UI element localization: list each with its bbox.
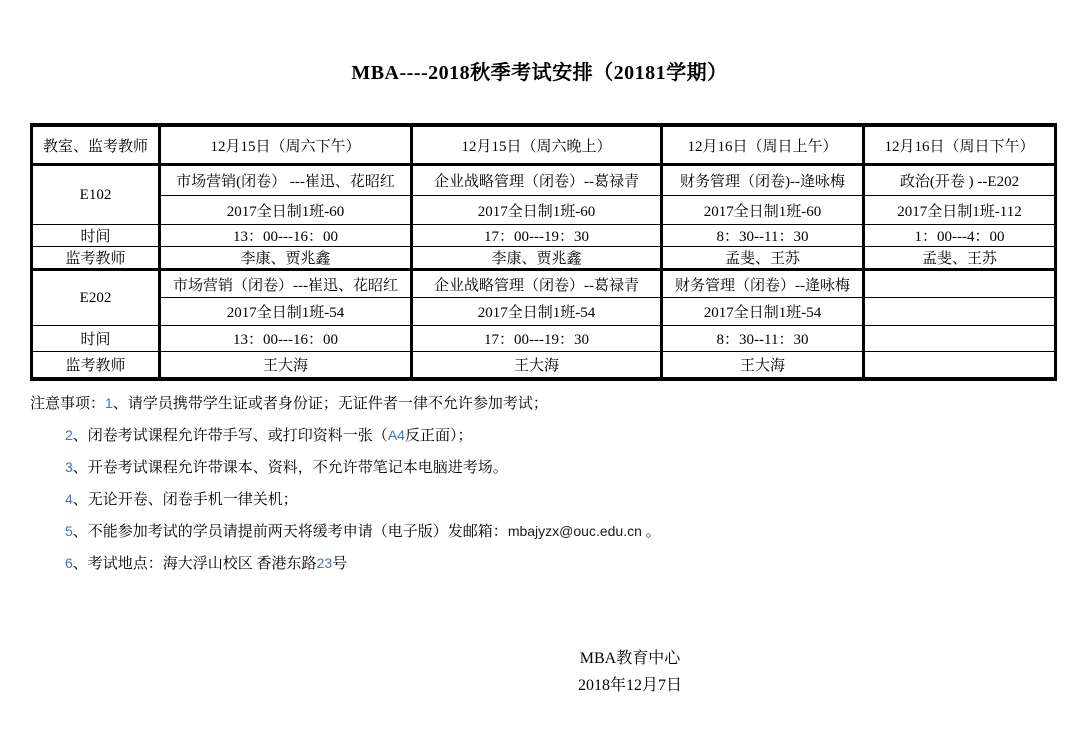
header-cell-room: 教室、监考教师 (32, 125, 160, 165)
note-line-5: 5、不能参加考试的学员请提前两天将缓考申请（电子版）发邮箱：mbajyzx@ouc.edu.cn 。 (65, 522, 661, 540)
time-cell: 13：00---16：00 (160, 225, 412, 247)
course-cell: 财务管理（闭卷)--逄咏梅 (662, 165, 864, 196)
class-cell: 2017全日制1班-60 (160, 196, 412, 225)
invigilator-cell: 孟斐、王苏 (864, 247, 1056, 270)
room-cell: E202 (32, 270, 160, 326)
invigilator-cell: 李康、贾兆鑫 (160, 247, 412, 270)
footer-date: 2018年12月7日 (577, 676, 682, 694)
time-cell: 17：00---19：30 (412, 225, 662, 247)
table-row (32, 298, 1056, 326)
table-row (32, 165, 1056, 196)
section-e102 (32, 165, 1056, 270)
table-row (32, 270, 1056, 298)
table-row (32, 326, 1056, 352)
table-header-row (32, 125, 1056, 165)
invigilator-cell: 李康、贾兆鑫 (412, 247, 662, 270)
table-row (32, 352, 1056, 379)
header-cell-sun-morning: 12月16日（周日上午） (662, 125, 864, 165)
notes-section (30, 393, 1079, 575)
time-cell: 8：30--11：30 (662, 326, 864, 352)
time-cell: 1：00---4：00 (864, 225, 1056, 247)
note-line-1: 注意事项：1、请学员携带学生证或者身份证；无证件者一律不允许参加考试； (30, 394, 548, 412)
class-cell: 2017全日制1班-60 (412, 196, 662, 225)
course-cell: 政治(开卷 ) --E202 (864, 165, 1056, 196)
course-cell: 市场营销(闭卷） ---崔迅、花昭红 (160, 165, 412, 196)
header-cell-sat-evening: 12月15日（周六晚上） (412, 125, 662, 165)
time-cell: 13：00---16：00 (160, 326, 412, 352)
table-row (32, 196, 1056, 225)
exam-schedule-table (30, 123, 1057, 381)
invigilator-cell (864, 352, 1056, 379)
page-title: MBA----2018秋季考试安排（20181学期） (351, 62, 728, 84)
invigilator-cell: 王大海 (160, 352, 412, 379)
time-cell: 8：30--11：30 (662, 225, 864, 247)
class-cell: 2017全日制1班-54 (412, 298, 662, 326)
note-line-3: 3、开卷考试课程允许带课本、资料，不允许带笔记本电脑进考场。 (65, 458, 508, 476)
course-cell (864, 270, 1056, 298)
time-cell: 17：00---19：30 (412, 326, 662, 352)
footer-org: MBA教育中心 (579, 649, 681, 667)
class-cell: 2017全日制1班-112 (864, 196, 1056, 225)
class-cell (864, 298, 1056, 326)
table-row (32, 225, 1056, 247)
invigilator-cell: 王大海 (662, 352, 864, 379)
course-cell: 企业战略管理（闭卷）--葛禄青 (412, 270, 662, 298)
course-cell: 财务管理（闭卷）--逄咏梅 (662, 270, 864, 298)
invigilator-label-cell: 监考教师 (32, 352, 160, 379)
course-cell: 市场营销（闭卷）---崔迅、花昭红 (160, 270, 412, 298)
section-e202 (32, 270, 1056, 379)
header-cell-sat-afternoon: 12月15日（周六下午） (160, 125, 412, 165)
note-line-6: 6、考试地点：海大浮山校区 香港东路23号 (65, 554, 348, 572)
time-cell (864, 326, 1056, 352)
class-cell: 2017全日制1班-60 (662, 196, 864, 225)
invigilator-label-cell: 监考教师 (32, 247, 160, 270)
footer (430, 645, 830, 699)
note-line-2: 2、闭卷考试课程允许带手写、或打印资料一张（A4反正面）； (65, 426, 473, 444)
room-cell: E102 (32, 165, 160, 225)
note-line-4: 4、无论开卷、闭卷手机一律关机； (65, 490, 298, 508)
course-cell: 企业战略管理（闭卷）--葛禄青 (412, 165, 662, 196)
class-cell: 2017全日制1班-54 (662, 298, 864, 326)
invigilator-cell: 王大海 (412, 352, 662, 379)
class-cell: 2017全日制1班-54 (160, 298, 412, 326)
header-cell-sun-afternoon: 12月16日（周日下午） (864, 125, 1056, 165)
time-label-cell: 时间 (32, 225, 160, 247)
time-label-cell: 时间 (32, 326, 160, 352)
table-row (32, 247, 1056, 270)
invigilator-cell: 孟斐、王苏 (662, 247, 864, 270)
